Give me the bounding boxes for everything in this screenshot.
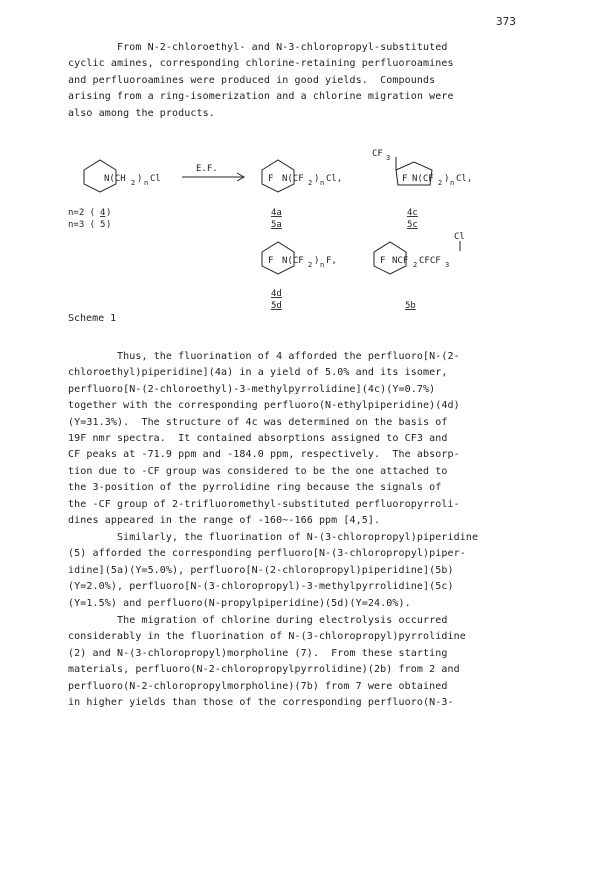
cl-label: Cl	[454, 232, 465, 242]
svg-text:3: 3	[386, 154, 391, 162]
label-4a: 4a	[271, 208, 282, 218]
svg-text:NCF: NCF	[392, 256, 409, 266]
scheme-caption: Scheme 1	[68, 313, 117, 324]
svg-text:F: F	[268, 256, 274, 266]
svg-text:2: 2	[131, 179, 136, 187]
label-4d: 4d	[271, 289, 282, 299]
svg-text:): )	[106, 220, 112, 230]
svg-text:N(CF: N(CF	[282, 174, 304, 184]
svg-text:): )	[314, 174, 320, 184]
svg-text:2: 2	[308, 179, 313, 187]
label-5d: 5d	[271, 301, 282, 311]
svg-text:N(CF: N(CF	[282, 256, 304, 266]
page-number: 373	[496, 15, 516, 28]
svg-text:3: 3	[445, 261, 450, 269]
svg-text:F: F	[268, 174, 274, 184]
svg-text:Cl,: Cl,	[456, 174, 473, 184]
body-paragraph-2: Similarly, the fluorination of N-(3-chloropropyl)piperidine (5) afforded the corresponding perfluoro[N-(3-chloropropyl)piper- idine](5a)(Y=5.0%), perfluoro[N-(2-chloropropyl)piperidine](5b) (Y=2.0%), perfluoro[N-(3-chloropropyl)-3-methylpyrrolidine](5c) (Y=1.5%) and perfluoro(N-propylpiperidine)(5d)(Y=24.0%).	[68, 532, 479, 609]
svg-text:2: 2	[438, 179, 443, 187]
starting-amine-n: N(CH	[104, 174, 126, 184]
intro-paragraph: From N-2-chloroethyl- and N-3-chloropropyl-substituted cyclic amines, corresponding chlorine-retaining perfluoroamines and perfluoroamines were produced in good yields. Compounds arising from a ring-isomerization and a chlorine migration were also among the products.	[68, 42, 454, 119]
svg-text:n: n	[144, 179, 149, 187]
svg-text:n=2 (: n=2 (	[68, 208, 96, 218]
svg-text:Cl: Cl	[150, 174, 161, 184]
body-paragraph-1: Thus, the fluorination of 4 afforded the perfluoro[N-(2- chloroethyl)piperidine](4a) in a yield of 5.0% and its isomer, perfluoro[N-(2-chloroethyl)-3-methylpyrrolidine](4c)(Y=0.7%) together with the corresponding perfluoro(N-ethylpiperidine)(4d) (Y=31.3%). The structure of 4c was determined on the basis of 19F nmr spectra. It contained absorptions assigned to CF3 and CF peaks at -71.9 ppm and -184.0 ppm, respectively. The absorp- tion due to -CF group was considered to be the one attached to the 3-position of the pyrrolidine ring because the signals of the -CF group of 2-trifluoromethyl-substituted perfluoropyrroli- dines appeared in the range of -160~-166 ppm [4,5].	[68, 351, 460, 527]
svg-text:Cl,: Cl,	[326, 174, 343, 184]
svg-text:F: F	[402, 174, 408, 184]
svg-text:): )	[106, 208, 112, 218]
svg-text:5: 5	[100, 220, 106, 230]
svg-text:): )	[444, 174, 450, 184]
svg-text:n=3 (: n=3 (	[68, 220, 96, 230]
svg-text:): )	[137, 174, 143, 184]
svg-text:F,: F,	[326, 256, 337, 266]
svg-text:4: 4	[100, 208, 106, 218]
body-paragraph-3: The migration of chlorine during electrolysis occurred considerably in the fluorination of N-(3-chloropropyl)pyrrolidine (2) and N-(3-chloropropyl)morpholine (7). From these starting materials, perfluoro(N-2-chloropropylpyrrolidine)(2b) from 2 and perfluoro(N-2-chloropropylmorpholine)(7b) from 7 were obtained in higher yields than those of the corresponding perfluoro(N-3-	[68, 615, 466, 709]
svg-text:): )	[314, 256, 320, 266]
label-5a: 5a	[271, 220, 282, 230]
reaction-scheme	[0, 0, 593, 330]
arrow-label: E.F.	[196, 164, 218, 174]
label-5b: 5b	[405, 301, 416, 311]
cf3-label: CF	[372, 149, 383, 159]
svg-text:n: n	[320, 261, 325, 269]
svg-text:N(CF: N(CF	[412, 174, 434, 184]
svg-text:F: F	[380, 256, 386, 266]
label-4c: 4c	[407, 208, 418, 218]
label-5c: 5c	[407, 220, 418, 230]
svg-text:n: n	[450, 179, 455, 187]
svg-text:n: n	[320, 179, 325, 187]
svg-text:2: 2	[308, 261, 313, 269]
svg-text:2: 2	[413, 261, 418, 269]
svg-text:CFCF: CFCF	[419, 256, 441, 266]
